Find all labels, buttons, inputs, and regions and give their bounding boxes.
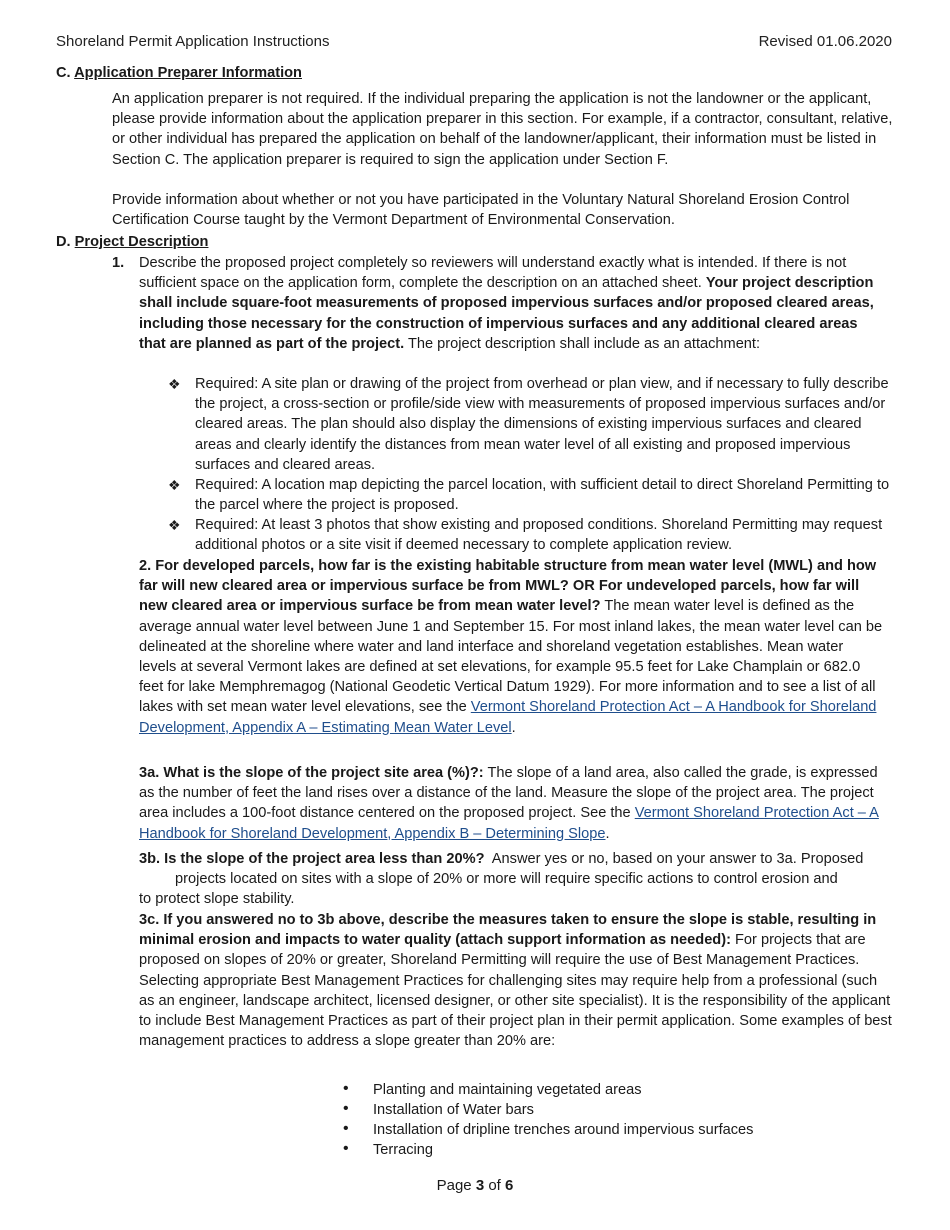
practice-item: Installation of dripline trenches around impervious surfaces — [373, 1122, 754, 1138]
practice-item: Planting and maintaining vegetated areas — [373, 1082, 642, 1098]
bullet-icon: • — [343, 1080, 349, 1097]
item-3a-slope — [139, 763, 879, 844]
section-c-letter: C. — [56, 65, 71, 81]
section-d-heading — [56, 232, 208, 252]
item-3a-question: 3a. What is the slope of the project site area (%)?: — [139, 765, 484, 781]
document-header-title: Shoreland Permit Application Instructions — [56, 33, 330, 50]
section-c-heading — [56, 63, 302, 83]
required-site-plan-item: Required: A site plan or drawing of the project from overhead or plan view, and if necessary to fully describe the project, a cross-section or profile/side view with measurements of proposed impervious surfaces and/or cleared areas. The plan should also display the dimensions of existing impervious surfaces and cleared areas and clearly identify the distances from mean water level of all existing and proposed impervious surfaces and cleared areas. — [195, 376, 889, 473]
item-2-text: The mean water level is defined as the average annual water level between June 1 and September 15. For most inland lakes, the mean water level can be delineated at the shoreline where water and land interface and shoreland vegetation establishes. Mean water levels at several Vermont lakes are defined at set elevations, for example 95.5 feet for Lake Champlain or 682.0 feet for lake Memphremagog (National Geodetic Vertical Datum 1929). For more information and to see a list of all lakes with set mean water level elevations, see the — [139, 598, 883, 716]
bullet-icon: • — [343, 1120, 349, 1137]
item-3c-question: 3c. If you answered no to 3b above, describe the measures taken to ensure the slope is stable, resulting in minimal erosion and impacts to water quality (attach support information as needed): — [139, 912, 877, 949]
page-word: Page — [436, 1177, 472, 1194]
item-1-text-b: The project description shall include as an attachment: — [404, 335, 761, 352]
practice-item: Terracing — [373, 1142, 434, 1158]
section-d-title: Project Description — [74, 234, 209, 250]
current-page-number: 3 — [475, 1177, 485, 1194]
item-2-mean-water-level — [139, 556, 884, 738]
item-1-number: 1. — [112, 255, 125, 271]
required-location-map-item: Required: A location map depicting the parcel location, with sufficient detail to direct Shoreland Permitting to the parcel where the project is proposed. — [195, 477, 890, 514]
diamond-bullet-icon: ❖ — [168, 517, 181, 533]
bullet-icon: • — [343, 1140, 349, 1157]
document-revision-date: Revised 01.06.2020 — [758, 33, 892, 50]
appendix-a-link[interactable]: Vermont Shoreland Protection Act – A Handbook for Shoreland Development, Appendix A – Estimating Mean Water Level — [139, 699, 877, 736]
section-c-paragraph-1: An application preparer is not required. If the individual preparing the application is not the landowner or the applicant, please provide information about the application preparer in this section. For example, if a contractor, consultant, relative, or other individual has prepared the application on behalf of the landowner/applicant, their information must be listed in Section C. The application preparer is required to sign the application under Section F. — [112, 91, 893, 168]
diamond-bullet-icon: ❖ — [168, 477, 181, 493]
item-1-text-bold: Your project description shall include square-foot measurements of proposed impervious surfaces and/or proposed cleared areas, including those necessary for the construction of impervious surfaces and any additional cleared areas that are planned as part of the project. — [139, 275, 874, 352]
bullet-icon: • — [343, 1100, 349, 1117]
section-c-title: Application Preparer Information — [74, 65, 302, 81]
of-word: of — [488, 1177, 501, 1194]
required-photos-item: Required: At least 3 photos that show existing and proposed conditions. Shoreland Permitting may request additional photos or a site visit if deemed necessary to complete application review. — [195, 517, 883, 554]
section-d-letter: D. — [56, 234, 71, 250]
section-c-paragraph-2: Provide information about whether or not you have participated in the Voluntary Natural Shoreland Erosion Control Certification Course taught by the Vermont Department of Environmental Conservation. — [112, 192, 850, 229]
practice-item: Installation of Water bars — [373, 1102, 534, 1118]
item-3a-end: . — [605, 825, 610, 842]
item-3c-slope-measures — [139, 910, 896, 1051]
appendix-b-link[interactable]: Vermont Shoreland Protection Act – A Handbook for Shoreland Development, Appendix B – Determining Slope — [139, 805, 879, 842]
item-2-question: 2. For developed parcels, how far is the existing habitable structure from mean water level (MWL) and how far will new cleared area or impervious surface be from MWL? OR For undeveloped parcels, how far will new cleared area or impervious surface be from mean water level? — [139, 558, 877, 615]
item-1-description — [139, 253, 884, 354]
total-page-count: 6 — [505, 1177, 514, 1194]
item-3b-text-line-1: Answer yes or no, based on your answer to 3a. Proposed — [484, 851, 864, 867]
item-2-end: . — [511, 719, 516, 736]
item-3b-question: 3b. Is the slope of the project area less than 20%? — [139, 851, 485, 867]
item-3b-line-1 — [139, 849, 909, 869]
item-3c-text: For projects that are proposed on slopes of 20% or greater, Shoreland Permitting will require the use of Best Management Practices. Selecting appropriate Best Management Practices for challenging sites may require help from a professional (such as an engineer, landscape architect, licensed designer, or other site specialist). It is the responsibility of the applicant to include Best Management Practices as part of their project plan in their permit application. Some examples of best management practices to address a slope greater than 20% are: — [139, 932, 892, 1050]
item-3b-line-3: to protect slope stability. — [139, 891, 295, 907]
page-number-footer — [0, 1177, 950, 1194]
diamond-bullet-icon: ❖ — [168, 376, 181, 392]
item-1-text-a: Describe the proposed project completely so reviewers will understand exactly what is intended. If there is not sufficient space on the application form, complete the description on an attached sheet. — [139, 255, 847, 292]
item-3b-line-2: projects located on sites with a slope of 20% or more will require specific actions to control erosion and — [175, 871, 838, 887]
item-3a-text: The slope of a land area, also called the grade, is expressed as the number of feet the land rises over a distance of the land. Measure the slope of the project area. The project area includes a 100-foot distance centered on the proposed project. See the — [139, 765, 878, 822]
